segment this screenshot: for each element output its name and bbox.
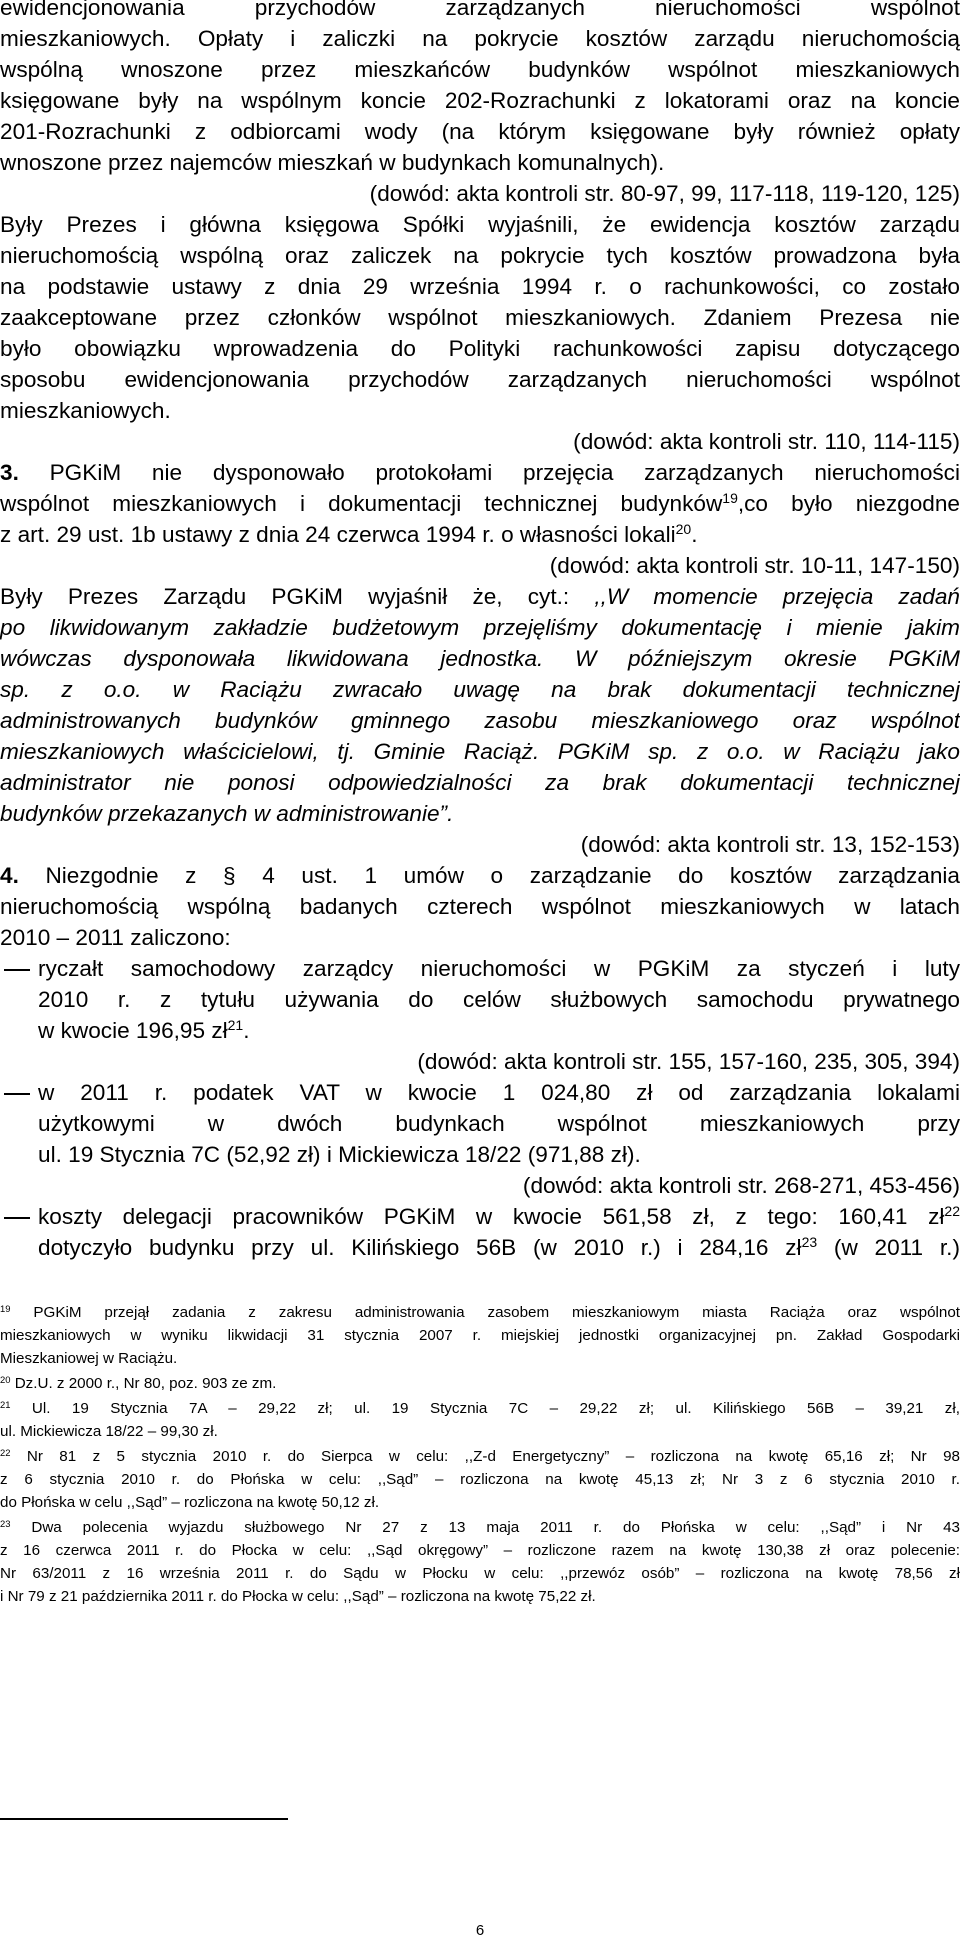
evidence-note: (dowód: akta kontroli str. 268-271, 453-456)	[522, 1173, 960, 1198]
body-line: nieruchomością wspólną badanych czterech wspólnot mieszkaniowych w latach	[0, 894, 960, 919]
evidence-note: (dowód: akta kontroli str. 155, 157-160, 235, 305, 394)	[417, 1049, 960, 1074]
footnote-line: ul. Mickiewicza 18/22 – 99,30 zł.	[0, 1423, 218, 1440]
footnote-ref[interactable]: 19	[722, 490, 738, 507]
quote-line: po likwidowanym zakładzie budżetowym przejęliśmy dokumentację i mienie jakim	[0, 615, 960, 640]
body-line: na podstawie ustawy z dnia 29 września 1994 r. o rachunkowości, co zostało	[0, 274, 960, 299]
line-text: (w 2011 r.)	[817, 1235, 960, 1260]
body-line: wspólną wnoszone przez mieszkańców budynków wspólnot mieszkaniowych	[0, 57, 960, 82]
body-line: mieszkaniowych.	[0, 398, 171, 423]
quote-line: sp. z o.o. w Raciążu zwracało uwagę na brak dokumentacji technicznej	[0, 677, 960, 702]
finding-text: PGKiM nie dysponowało protokołami przejęcia zarządzanych nieruchomości	[18, 460, 960, 485]
list-item-line: użytkowymi w dwóch budynkach wspólnot mieszkaniowych przy	[38, 1111, 960, 1136]
evidence-note: (dowód: akta kontroli str. 10-11, 147-150)	[549, 553, 960, 578]
footnote-ref[interactable]: 20	[675, 521, 692, 538]
body-line	[0, 489, 960, 519]
footnote-number: 19	[0, 1302, 11, 1314]
list-item-line	[38, 1202, 960, 1232]
list-item-line: ryczałt samochodowy zarządcy nieruchomości w PGKiM za styczeń i luty	[38, 956, 960, 981]
footnote-line: z 6 stycznia 2010 r. do Płońska w celu: ,,Sąd” – rozliczona na kwotę 45,13 zł; Nr 3 z 6 stycznia 2010 r.	[0, 1471, 960, 1488]
finding-4-line	[0, 861, 960, 891]
footnote-number: 21	[0, 1398, 11, 1410]
footnote-text: Ul. 19 Stycznia 7A – 29,22 zł; ul. 19 Stycznia 7C – 29,22 zł; ul. Kilińskiego 56B – 39,21 zł,	[10, 1400, 960, 1417]
body-line: wnoszone przez najemców mieszkań w budynkach komunalnych).	[0, 150, 665, 175]
footnote-ref[interactable]: 22	[944, 1203, 960, 1220]
body-line: zaakceptowane przez członków wspólnot mieszkaniowych. Zdaniem Prezesa nie	[0, 305, 960, 330]
footnote-line: Nr 63/2011 z 16 września 2011 r. do Sądu w Płocku w celu: ,,przewóz osób” – rozliczona na kwotę 78,56 zł	[0, 1565, 960, 1582]
quote-line: wówczas dysponowała likwidowana jednostka. W późniejszym okresie PGKiM	[0, 646, 960, 671]
list-item-line	[38, 1233, 960, 1263]
body-line: sposobu ewidencjonowania przychodów zarządzanych nieruchomości wspólnot	[0, 367, 960, 392]
footnote-line: Mieszkaniowej w Raciążu.	[0, 1350, 178, 1367]
finding-3-line	[0, 458, 960, 488]
line-text: dotyczyło budynku przy ul. Kilińskiego 56B (w 2010 r.) i 284,16 zł	[38, 1235, 802, 1260]
list-item-line: w 2011 r. podatek VAT w kwocie 1 024,80 zł od zarządzania lokalami	[38, 1080, 960, 1105]
footnote-line: mieszkaniowych w wyniku likwidacji 31 stycznia 2007 r. miejskiej jednostki organizacyjnej pn. Zakład Gospodarki	[0, 1327, 960, 1344]
footnote-20	[0, 1373, 960, 1395]
list-dash-icon	[4, 1202, 34, 1232]
body-line: mieszkaniowych. Opłaty i zaliczki na pokrycie kosztów zarządu nieruchomością	[0, 26, 960, 51]
line-text: ,co było niezgodne	[737, 491, 960, 516]
footnote-19	[0, 1302, 960, 1324]
line-text: koszty delegacji pracowników PGKiM w kwocie 561,58 zł, z tego: 160,41 zł	[38, 1204, 945, 1229]
quote-text: ,,W momencie przejęcia zadań	[594, 584, 960, 609]
finding-text: Niezgodnie z § 4 ust. 1 umów o zarządzanie do kosztów zarządzania	[18, 863, 960, 888]
quote-line: administrowanych budynków gminnego zasobu mieszkaniowego oraz wspólnot	[0, 708, 960, 733]
footnote-ref[interactable]: 23	[801, 1234, 818, 1251]
line-text: Były Prezes Zarządu PGKiM wyjaśnił że, cyt.:	[0, 584, 595, 609]
line-text: w kwocie 196,95 zł	[38, 1018, 228, 1043]
footnote-number: 22	[0, 1446, 11, 1458]
footnote-text: Nr 81 z 5 stycznia 2010 r. do Sierpca w celu: ,,Z-d Energetyczny” – rozliczona na kwotę 65,16 zł; Nr 98	[10, 1448, 960, 1465]
footnote-separator	[0, 1818, 288, 1820]
quote-line: mieszkaniowych właścicielowi, tj. Gminie Raciąż. PGKiM sp. z o.o. w Raciążu jako	[0, 739, 960, 764]
line-text: .	[243, 1018, 250, 1043]
list-item-line: 2010 r. z tytułu używania do celów służbowych samochodu prywatnego	[38, 987, 960, 1012]
footnote-line: z 16 czerwca 2011 r. do Płocka w celu: ,,Sąd okręgowy” – rozliczone razem na kwotę 130,38 zł oraz polecenie:	[0, 1542, 960, 1559]
list-dash-icon	[4, 954, 34, 984]
footnote-ref[interactable]: 21	[227, 1017, 244, 1034]
body-line	[0, 582, 960, 612]
footnote-number: 23	[0, 1517, 11, 1529]
footnote-text: PGKiM przejął zadania z zakresu administrowania zasobem mieszkaniowym miasta Raciąża oraz wspólnot	[10, 1304, 960, 1321]
body-line: było obowiązku wprowadzenia do Polityki rachunkowości zapisu dotyczącego	[0, 336, 960, 361]
line-text: .	[691, 522, 698, 547]
footnote-text: Dz.U. z 2000 r., Nr 80, poz. 903 ze zm.	[10, 1375, 277, 1392]
finding-number: 3.	[0, 460, 19, 485]
body-line	[0, 520, 960, 550]
body-line: księgowane były na wspólnym koncie 202-Rozrachunki z lokatorami oraz na koncie	[0, 88, 960, 113]
footnote-number: 20	[0, 1373, 11, 1385]
list-dash-icon	[4, 1078, 34, 1108]
footnote-22	[0, 1446, 960, 1468]
quote-line: budynków przekazanych w administrowanie”.	[0, 801, 454, 826]
list-item-line: ul. 19 Stycznia 7C (52,92 zł) i Mickiewicza 18/22 (971,88 zł).	[38, 1142, 641, 1167]
line-text: z art. 29 ust. 1b ustawy z dnia 24 czerwca 1994 r. o własności lokali	[0, 522, 676, 547]
page-number: 6	[475, 1922, 485, 1939]
quote-line: administrator nie ponosi odpowiedzialności za brak dokumentacji technicznej	[0, 770, 960, 795]
body-line: Były Prezes i główna księgowa Spółki wyjaśnili, że ewidencja kosztów zarządu	[0, 212, 960, 237]
footnote-text: Dwa polecenia wyjazdu służbowego Nr 27 z 13 maja 2011 r. do Płońska w celu: ,,Sąd” i Nr 43	[10, 1519, 960, 1536]
list-item-line	[38, 1016, 960, 1046]
footnote-23	[0, 1517, 960, 1539]
footnote-line: do Płońska w celu ,,Sąd” – rozliczona na kwotę 50,12 zł.	[0, 1494, 380, 1511]
evidence-note: (dowód: akta kontroli str. 110, 114-115)	[573, 429, 960, 454]
footnote-21	[0, 1398, 960, 1420]
body-line: 201-Rozrachunki z odbiorcami wody (na którym księgowane były również opłaty	[0, 119, 960, 144]
footnote-line: i Nr 79 z 21 października 2011 r. do Płocka w celu: ,,Sąd” – rozliczona na kwotę 75,22 zł.	[0, 1588, 596, 1605]
finding-number: 4.	[0, 863, 19, 888]
body-line: ewidencjonowania przychodów zarządzanych nieruchomości wspólnot	[0, 0, 960, 20]
body-line: 2010 – 2011 zaliczono:	[0, 925, 231, 950]
body-line: nieruchomością wspólną oraz zaliczek na pokrycie tych kosztów prowadzona była	[0, 243, 960, 268]
evidence-note: (dowód: akta kontroli str. 13, 152-153)	[580, 832, 960, 857]
evidence-note: (dowód: akta kontroli str. 80-97, 99, 117-118, 119-120, 125)	[369, 181, 960, 206]
line-text: wspólnot mieszkaniowych i dokumentacji technicznej budynków	[0, 491, 723, 516]
